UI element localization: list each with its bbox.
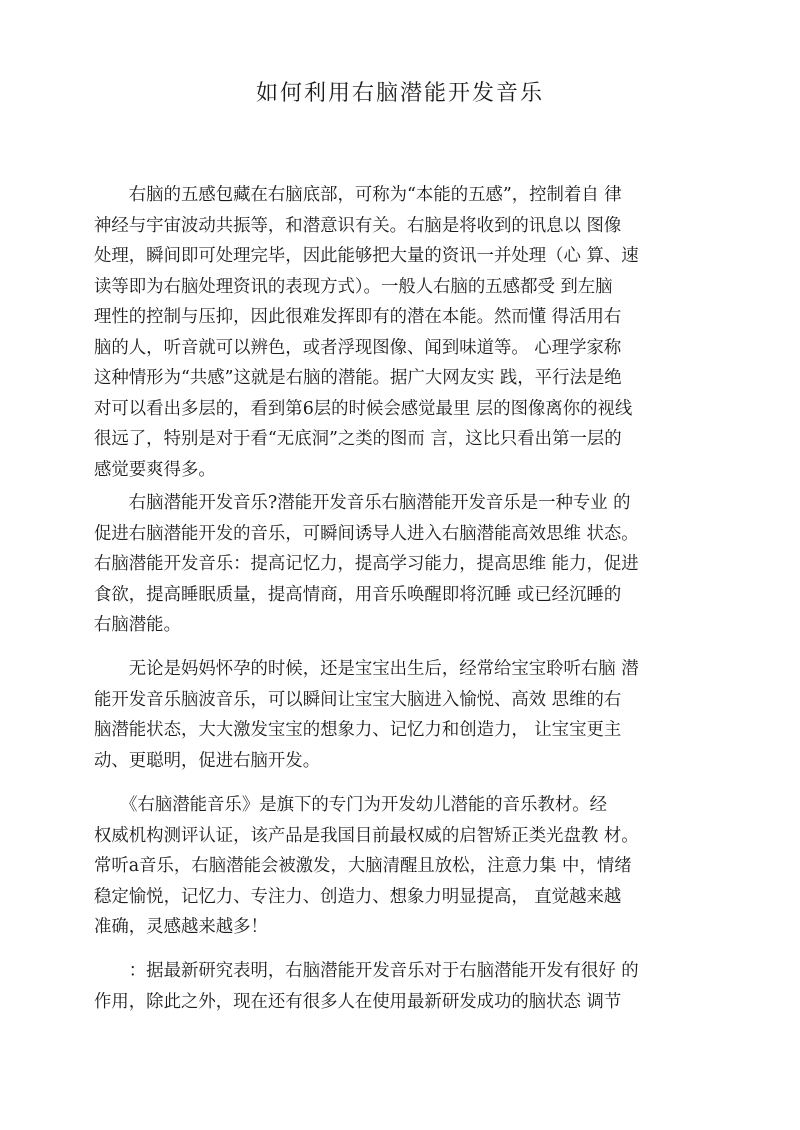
paragraph-product-intro <box>94 790 714 943</box>
paragraph-baby-music <box>94 654 714 776</box>
paragraph-line: 处理，瞬间即可处理完毕，因此能够把大量的资讯一并处理（心 算、速 <box>94 246 639 266</box>
paragraph-line: 能开发音乐脑波音乐，可以瞬间让宝宝大脑进入愉悦、高效 思维的右 <box>94 689 622 710</box>
paragraph-line: 脑潜能状态，大大激发宝宝的想象力、记忆力和创造力， 让宝宝更主 <box>94 720 622 740</box>
paragraph-line: 常听a音乐，右脑潜能会被激发，大脑清醒且放松，注意力集 中，情绪 <box>94 856 632 876</box>
paragraph-line: 稳定愉悦，记忆力、专注力、创造力、想象力明显提高， 直觉越来越 <box>94 886 622 907</box>
paragraph-line: 对可以看出多层的，看到第6层的时候会感觉最里 层的图像离你的视线 <box>94 398 633 419</box>
paragraph-line: 很远了，特别是对于看“无底洞”之类的图而 言，这比只看出第一层的 <box>94 429 622 449</box>
paragraph-line: 神经与宇宙波动共振等，和潜意识有关。右脑是将收到的讯息以 图像 <box>94 215 622 236</box>
paragraph-line: 理性的控制与压抑，因此很难发挥即有的潜在本能。然而懂 得活用右 <box>94 307 622 327</box>
paragraph-line: 权威机构测评认证，该产品是我国目前最权威的启智矫正类光盘教 材。 <box>94 825 639 846</box>
paragraph-line: 《右脑潜能音乐》是旗下的专门为开发幼儿潜能的音乐教材。经 <box>94 795 608 815</box>
paragraph-line: 准确，灵感越来越多！ <box>94 917 268 937</box>
paragraph-line: 食欲，提高睡眠质量，提高情商，用音乐唤醒即将沉睡 或已经沉睡的 <box>94 584 622 605</box>
paragraph-line: 读等即为右脑处理资讯的表现方式）。一般人右脑的五感都受 到左脑 <box>94 276 613 297</box>
paragraph-research <box>94 956 714 1017</box>
page-title: 如何利用右脑潜能开发音乐 <box>255 81 544 106</box>
paragraph-line: 作用，除此之外，现在还有很多人在使用最新研发成功的脑状态 调节 <box>94 991 622 1012</box>
paragraph-line: 促进右脑潜能开发的音乐，可瞬间诱导人进入右脑潜能高效思维 状态。 <box>94 523 639 544</box>
paragraph-line: 这种情形为“共感”这就是右脑的潜能。据广大网友实 践，平行法是绝 <box>94 368 622 388</box>
paragraph-line: 感觉要爽得多。 <box>94 459 216 480</box>
paragraph-line: 右脑潜能开发音乐：提高记忆力，提高学习能力，提高思维 能力，促进 <box>94 554 639 574</box>
paragraph-line: 右脑潜能。 <box>94 615 181 635</box>
paragraph-music-definition <box>94 488 714 641</box>
paragraph-line: 脑的人，听音就可以辨色，或者浮现图像、闻到味道等。 心理学家称 <box>94 337 622 358</box>
paragraph-line: ：据最新研究表明，右脑潜能开发音乐对于右脑潜能开发有很好 的 <box>94 961 639 981</box>
paragraph-line: 右脑的五感包藏在右脑底部，可称为“本能的五感”，控制着自 律 <box>94 185 622 205</box>
paragraph-line: 无论是妈妈怀孕的时候，还是宝宝出生后，经常给宝宝聆听右脑 潜 <box>94 659 639 679</box>
paragraph-right-brain-senses <box>94 180 714 485</box>
paragraph-line: 右脑潜能开发音乐?潜能开发音乐右脑潜能开发音乐是一种专业 的 <box>94 493 631 513</box>
paragraph-line: 动、更聪明，促进右脑开发。 <box>94 750 321 771</box>
